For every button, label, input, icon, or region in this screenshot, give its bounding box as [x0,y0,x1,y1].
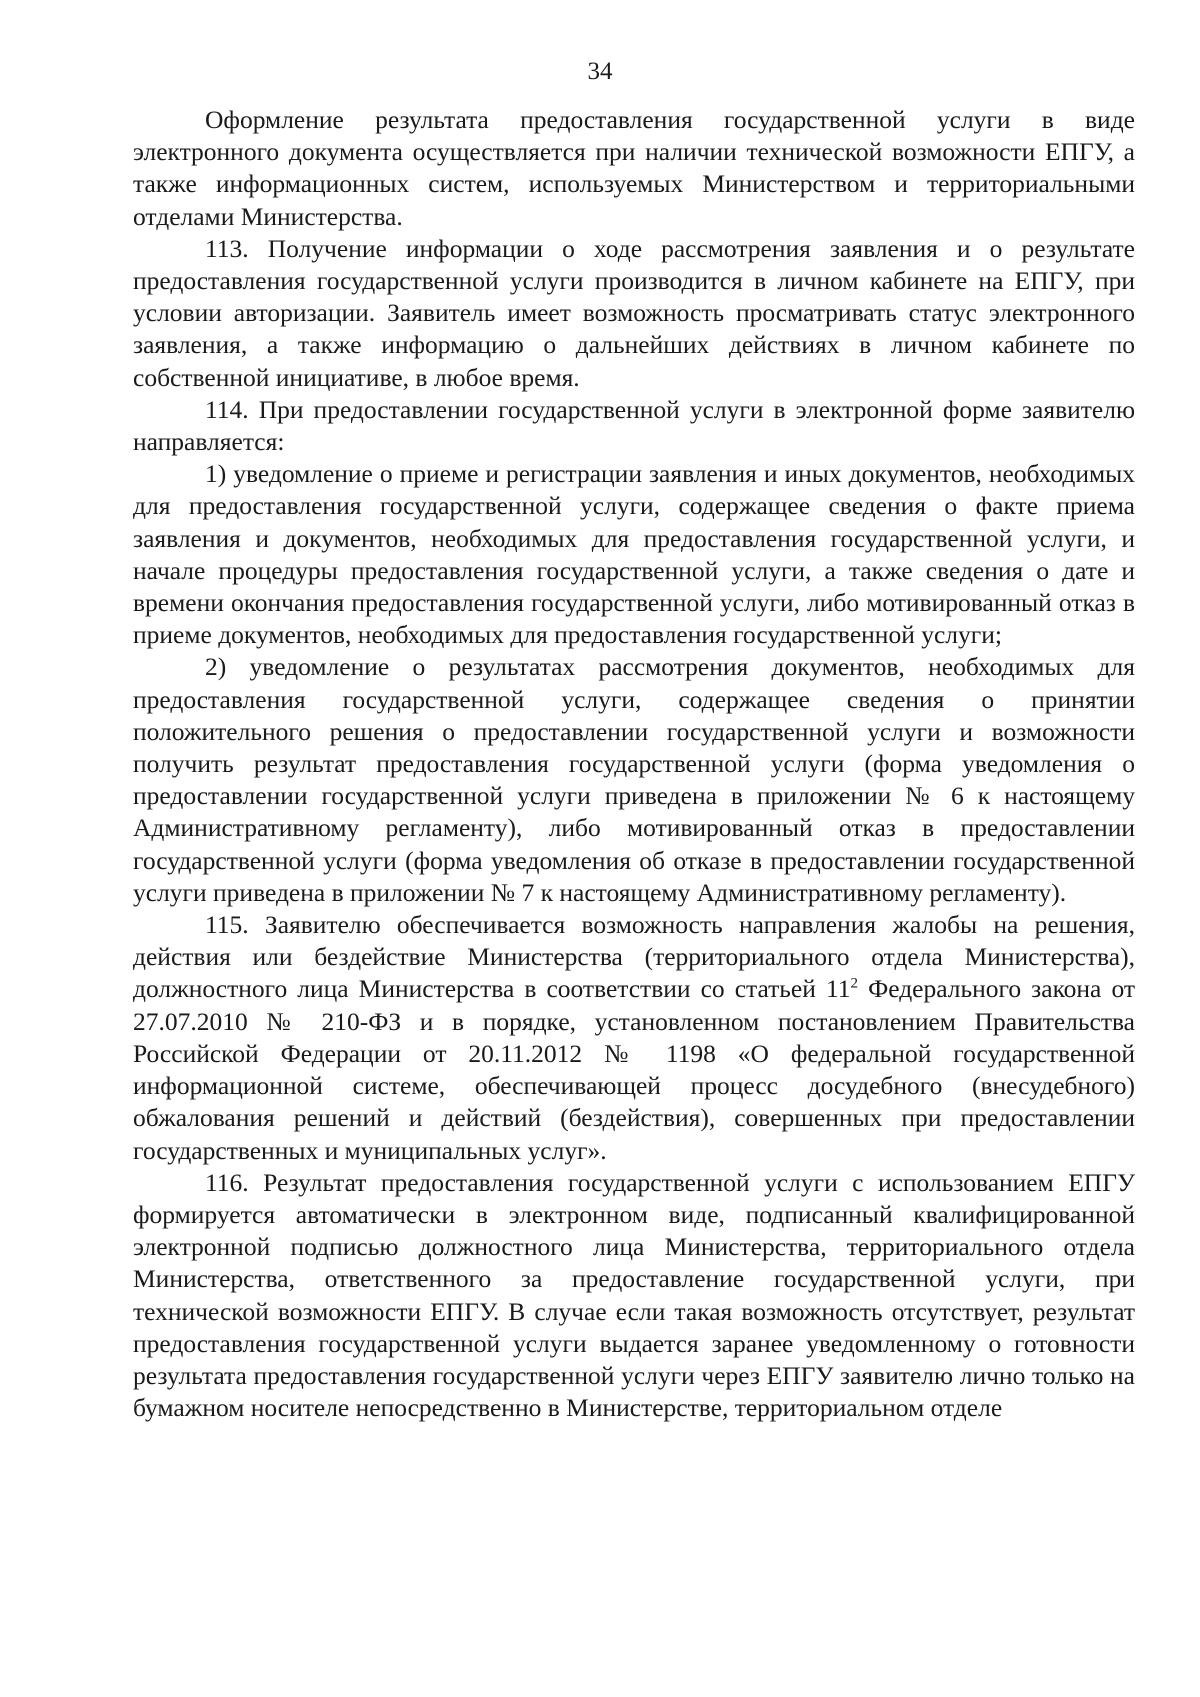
list-item-2-notification: 2) уведомление о результатах рассмотрения документов, необходимых для предоставления государственной услуги, содержащее сведения о принятии положительного решения о предоставлении государственной услуги и возможности получить результат предоставления государственной услуги (форма уведомления о предоставлении государственной услуги приведена в приложении № 6 к настоящему Административному регламенту), либо мотивированный отказ в предоставлении государственной услуги (форма уведомления об отказе в предоставлении государственной услуги приведена в приложении № 7 к настоящему Административному регламенту). [133,652,1135,907]
article-superscript: 2 [850,975,859,992]
paragraph-115-text-end: Федерального закона от 27.07.2010 № 210-ФЗ и в порядке, установленном постановлением Правительства Российской Федерации от 20.11.2012 № 1198 «О федеральной государственной информационной системе, обеспечивающей процесс досудебного (внесудебного) обжалования решений и действий (бездействия), совершенных при предоставлении государственных и муниципальных услуг». [133,974,1135,1165]
list-item-1-notification: 1) уведомление о приеме и регистрации заявления и иных документов, необходимых для предоставления государственной услуги, содержащее сведения о факте приема заявления и документов, необходимых для предоставления государственной услуги, и начале процедуры предоставления государственной услуги, а также сведения о дате и времени окончания предоставления государственной услуги, либо мотивированный отказ в приеме документов, необходимых для предоставления государственной услуги; [133,459,1135,650]
paragraph-115-text-start: 115. Заявителю обеспечивается возможность направления жалобы на решения, действия или бездействие Министерства (территориального отдела Министерства), должностного лица Министерства в соответствии со статьей 11 [133,910,1135,1004]
paragraph-113: 113. Получение информации о ходе рассмотрения заявления и о результате предоставления государственной услуги производится в личном кабинете на ЕПГУ, при условии авторизации. Заявитель имеет возможность просматривать статус электронного заявления, а также информацию о дальнейших действиях в личном кабинете по собственной инициативе, в любое время. [133,233,1135,392]
paragraph-electronic-result: Оформление результата предоставления государственной услуги в виде электронного документа осуществляется при наличии технической возможности ЕПГУ, а также информационных систем, используемых Министерством и территориальными отделами Министерства. [133,105,1135,231]
paragraph-114: 114. При предоставлении государственной услуги в электронной форме заявителю направляется: [133,394,1135,457]
paragraph-116: 116. Результат предоставления государственной услуги с использованием ЕПГУ формируется автоматически в электронном виде, подписанный квалифицированной электронной подписью должностного лица Министерства, территориального отдела Министерства, ответственного за предоставление государственной услуги, при технической возможности ЕПГУ. В случае если такая возможность отсутствует, результат предоставления государственной услуги выдается заранее уведомленному о готовности результата предоставления государственной услуги через ЕПГУ заявителю лично только на бумажном носителе непосредственно в Министерстве, территориальном отделе [133,1167,1135,1423]
paragraph-115 [133,909,1135,1167]
page-number: 34 [587,58,613,85]
document-body [133,104,1135,1424]
